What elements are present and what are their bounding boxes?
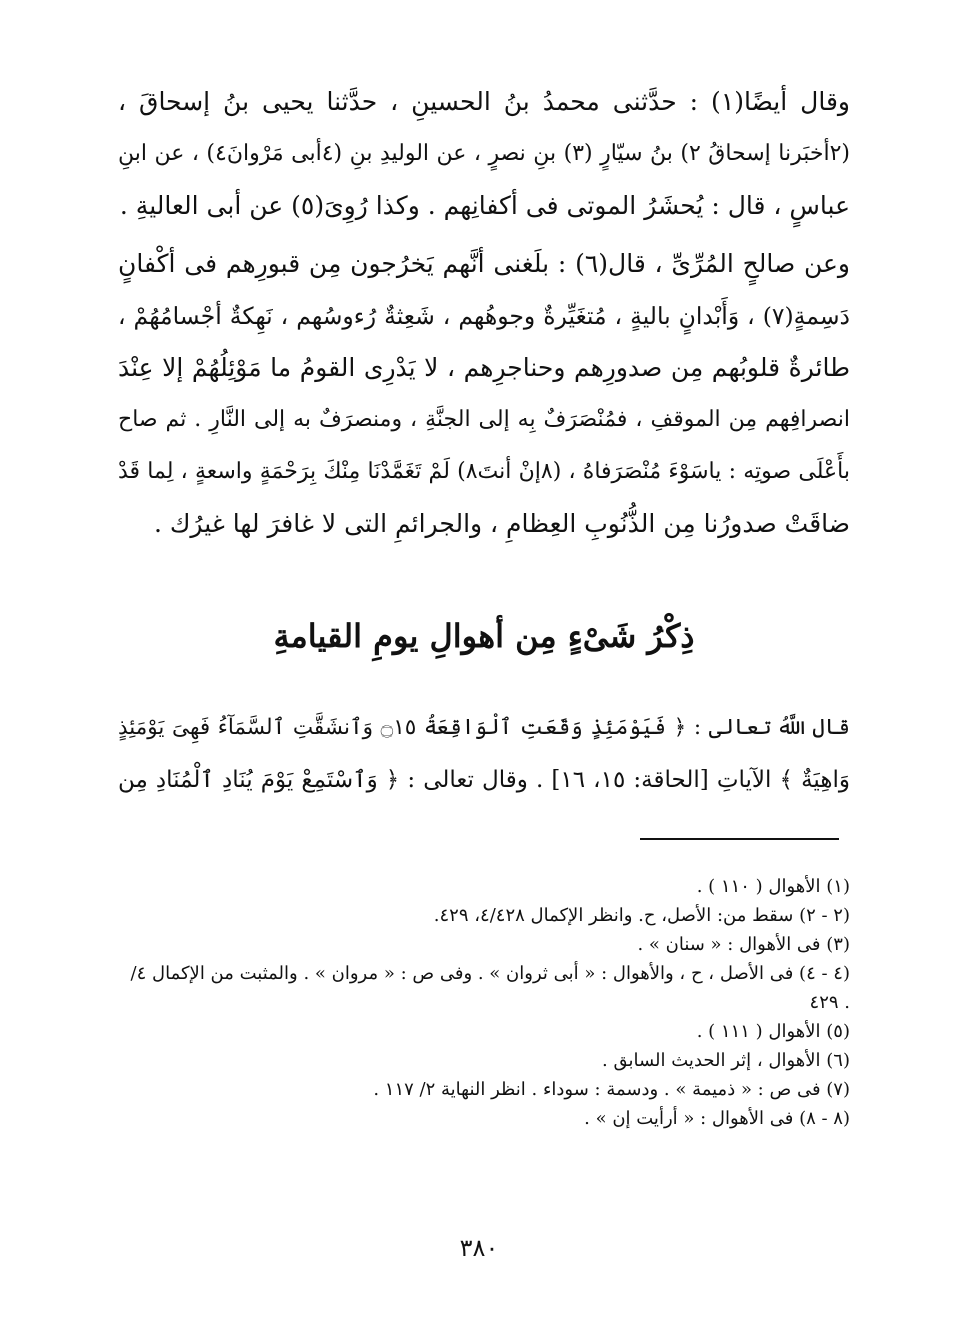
text-line: دَسِمةٍ(٧) ، وَأَبْدانٍ باليةٍ ، مُتغَيِّرةٌ وجوهُهم ، شَعِثةٌ رُءوسُهم ، نَهِكةٌ أجْسامُهُمْ ، [118,302,850,330]
paragraph-1 [118,76,850,232]
page-number: ٣٨٠ [459,1234,499,1262]
footnote: (٣) فى الأهوال : « سنان » . [637,934,850,955]
text-line: وقال أيضًا(١) : حدَّثنى محمدُ بنُ الحسينِ ، حدَّثنا يحيى بنُ إسحاقَ ، [118,87,850,116]
footnote: (٤ - ٤) فى الأصل ، ح ، والأهوال : « أبى ثروان » . وفى ص : « مروان » . والمثبت من الإكمال ٤/ [130,963,850,984]
footnote: (٧) فى ص : « ذميمة » . ودسمة : سوداء . انظر النهاية ٢/ ١١٧ . [373,1079,850,1100]
footnote: ٤٢٩ . [809,992,850,1013]
text-line: قال اللَّهُ تعالى : ﴿ فَيَوْمَئِذٍ وَقَعَتِ ٱلْوَاقِعَةُ ۝١٥ وَٱنشَقَّتِ ٱلسَّمَآءُ فَهِىَ يَوْمَئِذٍ [118,715,850,740]
footnote: (٥) الأهوال ( ١١١ ) . [696,1021,850,1042]
footnote: (١) الأهوال ( ١١٠ ) . [696,876,850,897]
section-heading: ذِكْرُ شَىْءٍ مِن أهوالِ يومِ القيامةِ [273,617,695,655]
paragraph-2 [118,238,850,550]
footnote: (٨ - ٨) فى الأهوال : « أرأيت إن » . [584,1108,850,1129]
text-line: ضاقَتْ صدورُنا مِن الذُّنُوبِ العِظامِ ، والجرائمِ التى لا غافرَ لها غيرُك . [153,509,850,538]
footnote-divider [640,838,839,840]
paragraph-3 [118,702,850,806]
text-line: (٢أخبَرنا إسحاقُ ٢) بنُ سيّارٍ (٣) بنِ نصرٍ ، عن الوليدِ بنِ (٤أبى مَرْوانَ٤) ، عن ابنِ [118,141,850,166]
text-line: طائرةٌ قلوبُهم مِن صدورِهم وحناجرِهم ، لا يَدْرِى القومُ ما مَوْئِلُهُمْ إلا عِنْدَ [118,353,850,382]
text-line: بأَعْلَى صوتِه : ياسَوْءَ مُنْصَرَفاهُ ، (٨إنْ أنتَ٨) لَمْ تَغَمَّدْنَا مِنْكَ بِرَحْمَةٍ واسعةٍ ، لِما قَدْ [118,459,850,484]
footnote: (٦) الأهوال ، إثر الحديث السابق . [602,1050,850,1071]
text-line: عباسٍ ، قال : يُحشَرُ الموتى فى أكفانِهم . وكذا رُوِىَ(٥) عن أبى العاليةِ . [119,191,850,220]
footnote: (٢ - ٢) سقط من: الأصل، ح. وانظر الإكمال ٤/٤٢٨، ٤٢٩. [433,905,850,926]
text-line: انصرافِهم مِن الموقفِ ، فمُنْصَرَفٌ بِه إلى الجنَّةِ ، ومنصرَفٌ به إلى النَّارِ . ثم صاح [118,407,850,432]
text-line: وَاهِيَةٌ ﴾ الآياتِ [الحاقة: ١٥، ١٦] . وقال تعالى : ﴿ وَٱسْتَمِعْ يَوْمَ يُنَادِ ٱلْمُنَادِ مِن [118,767,850,793]
footnotes [118,872,850,1133]
text-line: وعن صالحٍ المُرِّىِّ ، قال(٦) : بلَغنى أنَّهم يَخرُجون مِن قبورِهم فى أكْفانٍ [118,249,850,278]
